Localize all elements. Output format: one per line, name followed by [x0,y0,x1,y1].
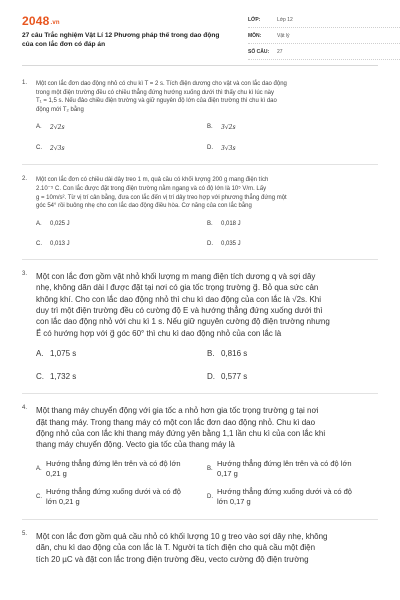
option-a[interactable] [36,221,207,227]
question-line: thang máy chuyển động. Vecto gia tốc của thang máy là [36,440,235,450]
question-line: động nhỏ của con lắc khi thang máy đứng yên bằng 1,1 lần chu kì của con lắc khi [36,429,326,438]
question-3 [22,271,378,394]
option-a[interactable] [36,459,207,479]
option-letter: C. [36,240,42,247]
question-number: 1. [22,80,28,86]
options [36,459,378,507]
question-line: duy trì một điện trường đều có cường độ E và hướng thẳng đứng xuống dưới thì [36,305,323,315]
option-text: 1,075 s [50,349,77,359]
option-letter: A. [36,220,42,227]
logo-suffix: .vn [50,20,60,26]
option-letter: C. [36,493,42,500]
question-line: dãn, chu kì dao động của con lắc là T. Người ta tích điện cho quả cầu một điện [36,543,316,553]
option-text: 1,732 s [50,372,77,382]
meta-row-class [248,12,400,28]
question-line: nhẹ, không dãn dài l được đặt tại nơi có gia tốc trọng trường g⃗. Bỏ qua sức cản [36,283,319,293]
option-text: 0,035 J [221,240,241,247]
question-line: T₁ = 1,5 s. Nếu đảo chiều điện trường và giữ nguyên độ lớn của điện trường thì chu kì dao [36,98,277,105]
question-line: 2.10⁻⁵ C. Con lắc được đặt trong điện trường nằm ngang và có độ lớn là 10⁵ V/m. Lấy [36,185,267,192]
question-text [36,531,378,565]
option-text: Hướng thẳng đứng lên trên và có độ lớn 0,17 g [217,458,352,478]
question-list [22,66,378,577]
question-text [36,405,378,451]
option-text: 0,025 J [50,220,70,227]
option-c[interactable] [36,372,207,381]
question-line: góc 54° rồi buông nhẹ cho con lắc dao động điều hòa. Cơ năng của con lắc bằng [36,203,252,210]
option-d[interactable] [207,487,378,507]
option-letter: A. [36,124,42,131]
option-text: 0,018 J [221,220,241,227]
option-letter: C. [36,145,42,152]
option-b[interactable] [207,349,378,358]
option-letter: B. [207,220,213,227]
option-text: Hướng thẳng đứng lên trên và có độ lớn 0,21 g [46,458,181,478]
question-number: 4. [22,405,28,412]
option-text: 0,013 J [50,240,70,247]
site-logo[interactable] [22,14,60,28]
option-text: 3√2s [221,124,236,132]
option-letter: D. [207,493,213,500]
meta-row-count [248,44,400,60]
question-number: 5. [22,530,28,537]
option-letter: A. [36,349,44,359]
option-d[interactable] [207,241,378,247]
options [36,349,378,381]
logo-text: 2048 [22,14,50,28]
option-letter: B. [207,465,213,472]
question-line: Một con lắc đơn dao động nhỏ có chu kì T = 2 s. Tích điện dương cho vật và con lắc dao động [36,81,287,87]
meta-value: Vật lý [277,32,290,39]
option-letter: C. [36,372,44,382]
option-b[interactable] [207,124,378,131]
question-line: E⃗ có hướng hợp với g⃗ góc 60° thì chu kì dao động nhỏ của con lắc là [36,328,282,338]
meta-key: MÔN: [248,32,262,39]
question-line: Một con lắc đơn gồm vật nhỏ khối lượng m mang điện tích dương q và sợi dây [36,271,316,281]
option-text: 0,577 s [221,372,248,382]
question-line: Một con lắc đơn gồm quả cầu nhỏ có khối lượng 10 g treo vào sợi dây nhẹ, không [36,531,328,541]
question-line: con lắc dao động nhỏ với chu kì 1 s. Nếu giữ nguyên cường độ điện trường nhưng [36,317,330,327]
question-text [36,80,378,114]
option-c[interactable] [36,145,207,152]
meta-table [248,12,400,60]
option-text: Hướng thẳng đứng xuống dưới và có độ lớn 0,21 g [46,486,181,506]
header [22,0,378,66]
option-letter: D. [207,145,213,152]
option-letter: D. [207,240,213,247]
question-line: Một con lắc đơn có chiều dài dây treo 1 m, quả cầu có khối lượng 200 g mang điện tích [36,177,269,184]
option-text: Hướng thẳng đứng xuống dưới và có độ lớn 0,17 g [217,486,352,506]
options [36,124,378,152]
question-text [36,271,378,339]
question-5 [22,531,378,577]
question-text [36,176,378,210]
option-letter: B. [207,349,215,359]
page-title: 27 câu Trắc nghiệm Vật Lí 12 Phương pháp thế trong dao động của con lắc đơn có đáp án [22,32,220,48]
option-a[interactable] [36,349,207,358]
meta-value: Lớp 12 [277,16,293,23]
option-letter: A. [36,465,42,472]
question-4 [22,405,378,520]
option-letter: B. [207,124,213,131]
question-line: g = 10m/s². Từ vị trí cân bằng, đưa con lắc đến vị trí dây treo hợp với phương thẳng đứng một [36,194,287,201]
question-1 [22,80,378,165]
meta-key: SỐ CÂU: [248,48,270,55]
question-line: tích 20 µC và đặt con lắc trong điện trường đều, vecto cường độ điện trường [36,554,309,564]
option-text: 0,816 s [221,349,248,359]
question-line: Một thang máy chuyển động với gia tốc a nhỏ hơn gia tốc trọng trường g tại nơi [36,406,319,416]
option-d[interactable] [207,372,378,381]
question-line: đặt thang máy. Trong thang máy có một con lắc đơn dao động nhỏ. Chu kì dao [36,417,316,427]
option-text: 2√2s [50,124,65,132]
meta-value: 27 [277,48,283,55]
option-text: 2√3s [50,145,65,153]
option-c[interactable] [36,487,207,507]
question-number: 2. [22,176,28,183]
option-b[interactable] [207,459,378,479]
question-line: trong một điện trường đều có chiều thẳng đứng hướng xuống dưới thì thấy chu kì lúc này [36,89,275,96]
meta-key: LỚP: [248,16,261,23]
option-b[interactable] [207,221,378,227]
option-c[interactable] [36,241,207,247]
question-line: động mới T₂ bằng [36,106,84,113]
option-letter: D. [207,372,215,382]
question-number: 3. [22,270,28,277]
option-d[interactable] [207,145,378,152]
question-line: không khí. Cho con lắc dao động nhỏ thì chu kì dao động của con lắc là √2s. Khi [36,294,322,304]
option-text: 3√3s [221,145,236,153]
meta-row-subject [248,28,400,44]
question-2 [22,176,378,259]
options [36,221,378,247]
option-a[interactable] [36,124,207,131]
